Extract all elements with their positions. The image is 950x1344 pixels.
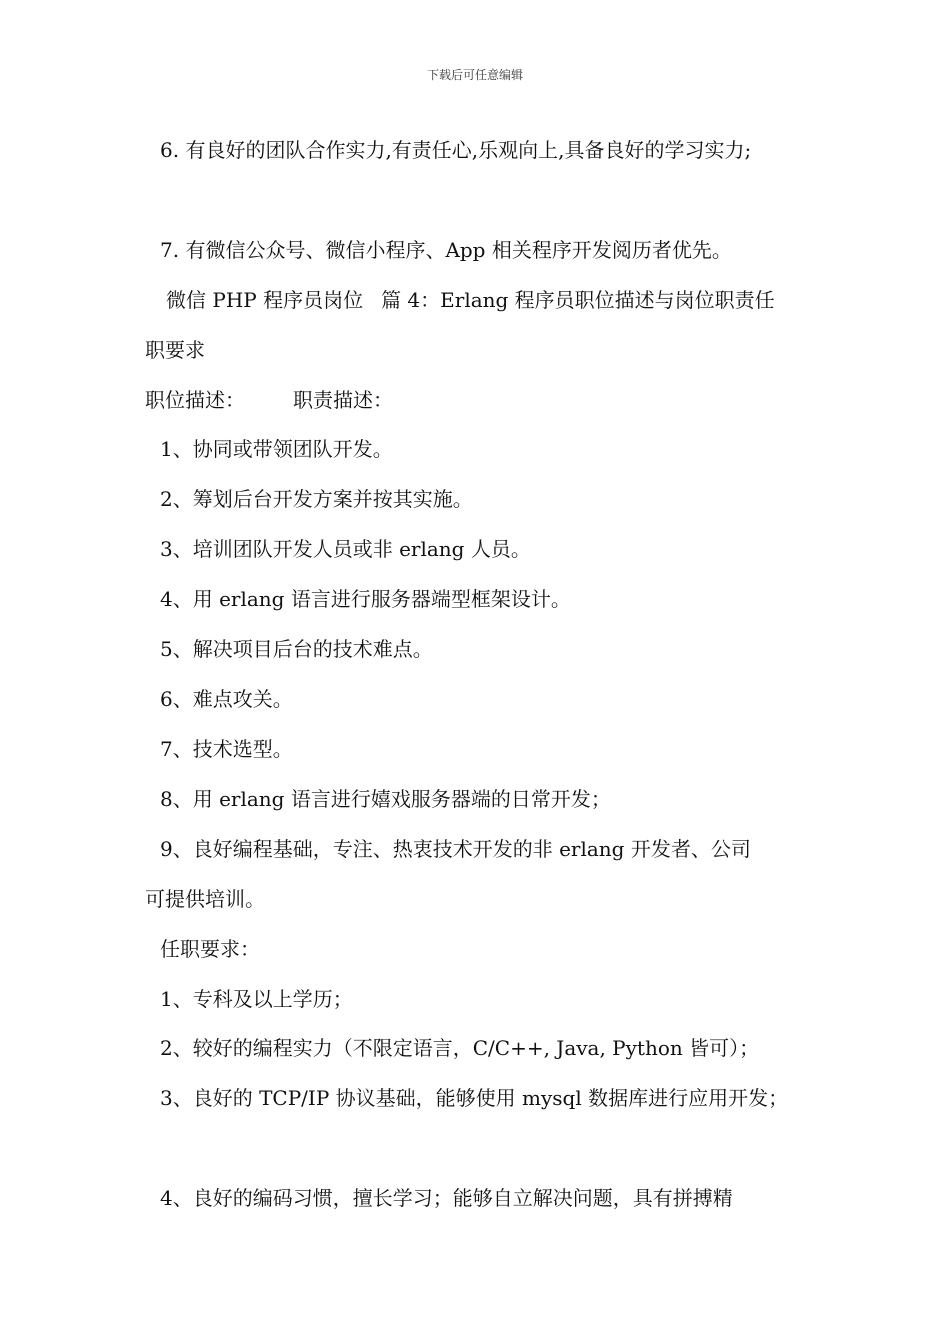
previous-article-title: 微信 PHP 程序员岗位 <box>166 288 364 312</box>
qualification-item: 2、较好的编程实力（不限定语言，C/C++, Java, Python 皆可）； <box>160 1036 760 1060</box>
qualifications-label: 任职要求： <box>160 937 260 961</box>
duty-item: 5、解决项目后台的技术难点。 <box>160 637 433 661</box>
requirement-item: 7. 有微信公众号、微信小程序、App 相关程序开发阅历者优先。 <box>160 238 732 262</box>
duty-item: 3、培训团队开发人员或非 erlang 人员。 <box>160 537 531 561</box>
duty-item: 9、良好编程基础，专注、热衷技术开发的非 erlang 开发者、公司 <box>160 837 751 861</box>
article-heading-continued: 职要求 <box>145 338 205 362</box>
requirement-item: 6. 有良好的团队合作实力,有责任心,乐观向上,具备良好的学习实力; <box>160 138 752 162</box>
article-title-line <box>166 286 775 314</box>
article-heading: 篇 4：Erlang 程序员职位描述与岗位职责任 <box>381 288 775 312</box>
duty-item-continued: 可提供培训。 <box>145 887 265 911</box>
duty-item: 6、难点攻关。 <box>160 687 293 711</box>
duty-item: 2、筹划后台开发方案并按其实施。 <box>160 487 473 511</box>
duty-item: 8、用 erlang 语言进行嬉戏服务器端的日常开发； <box>160 787 611 811</box>
job-description-label: 职位描述： <box>145 388 245 412</box>
duty-item: 1、协同或带领团队开发。 <box>160 437 393 461</box>
section-labels <box>145 386 393 414</box>
qualification-item: 1、专科及以上学历； <box>160 987 353 1011</box>
page-header: 下载后可任意编辑 <box>426 68 523 82</box>
qualification-item: 3、良好的 TCP/IP 协议基础，能够使用 mysql 数据库进行应用开发； <box>160 1086 789 1110</box>
duty-description-label: 职责描述： <box>293 388 393 412</box>
duty-item: 7、技术选型。 <box>160 737 293 761</box>
qualification-item: 4、良好的编码习惯，擅长学习；能够自立解决问题，具有拼搏精 <box>160 1186 733 1210</box>
duty-item: 4、用 erlang 语言进行服务器端型框架设计。 <box>160 587 571 611</box>
